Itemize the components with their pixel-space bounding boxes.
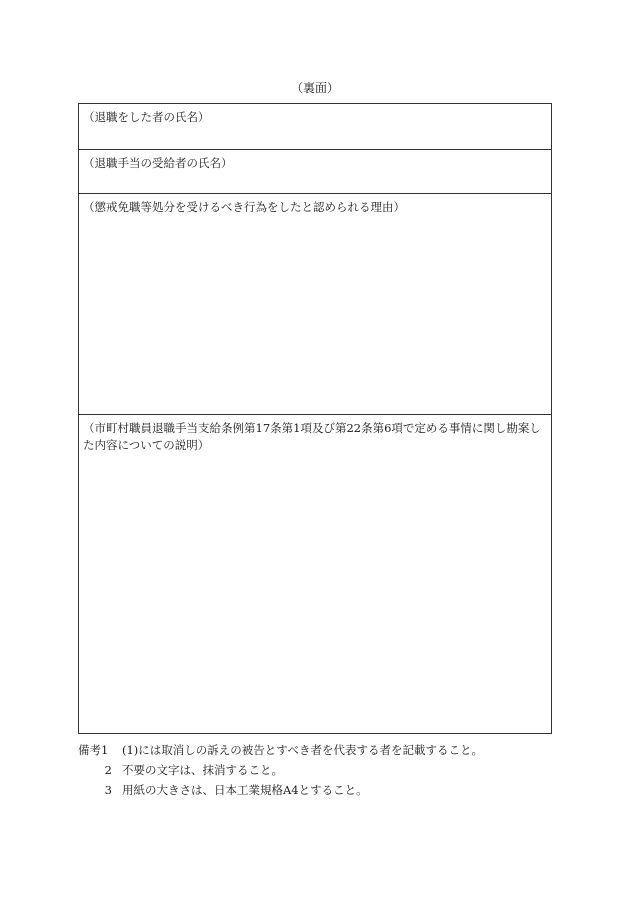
retiree-name-label: （退職をした者の氏名） [83, 110, 210, 124]
circumstances-explanation-label: （市町村職員退職手当支給条例第17条第1項及び第22条第6項で定める事情に関し勘案した内容についての説明） [83, 421, 541, 452]
disciplinary-reason-field[interactable] [79, 193, 551, 414]
note-number: 1 [101, 743, 109, 757]
note-item [78, 760, 558, 780]
note-number: 2 [104, 763, 112, 777]
circumstances-explanation-field[interactable] [79, 414, 551, 733]
page-heading: （裏面） [290, 81, 339, 95]
note-prefix-number [78, 740, 122, 760]
form-table [78, 103, 552, 734]
note-item [78, 740, 558, 760]
note-item [78, 780, 558, 800]
retiree-name-field[interactable] [79, 104, 551, 149]
note-text: 用紙の大きさは、日本工業規格A4とすること。 [122, 783, 368, 797]
note-text: 不要の文字は、抹消すること。 [122, 763, 283, 777]
disciplinary-reason-label: （懲戒免職等処分を受けるべき行為をしたと認められる理由） [83, 200, 405, 214]
recipient-name-label: （退職手当の受給者の氏名） [83, 156, 233, 170]
note-number: 3 [104, 783, 112, 797]
note-text: (1)には取消しの訴えの被告とすべき者を代表する者を記載すること。 [122, 743, 484, 757]
notes-section [78, 740, 558, 800]
note-prefix: 備考 [78, 743, 101, 757]
recipient-name-field[interactable] [79, 149, 551, 193]
